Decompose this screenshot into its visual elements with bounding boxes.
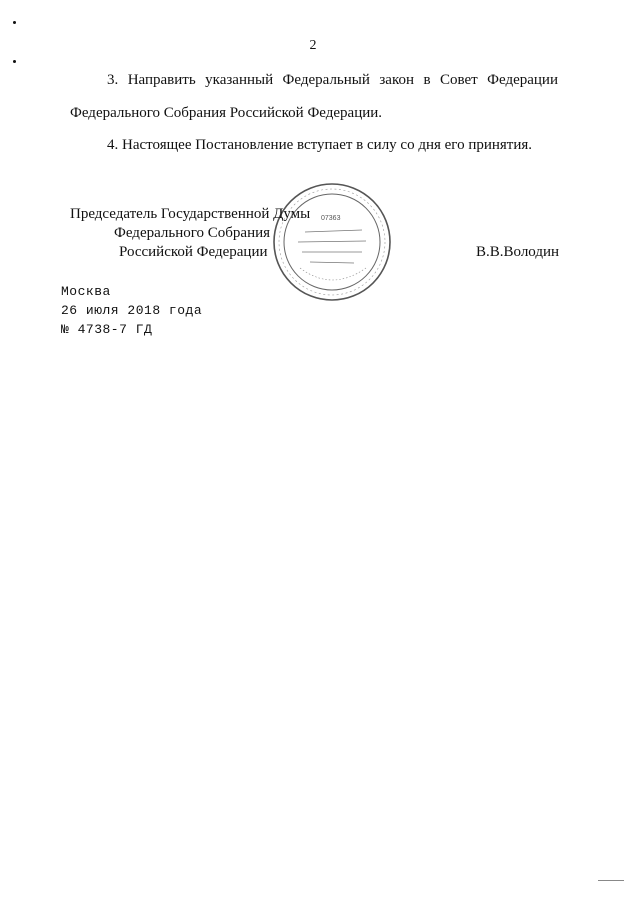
paragraph-item-4: 4. Настоящее Постановление вступает в силу со дня его принятия.: [107, 137, 533, 153]
signature-title-line-2: Федерального Собрания: [114, 225, 271, 241]
paragraph-item-3-continuation: Федерального Собрания Российской Федерации.: [70, 105, 383, 121]
official-seal-stamp: [270, 180, 394, 304]
scan-edge-line: [598, 880, 624, 881]
scan-mark: [13, 60, 16, 63]
footer-document-number: № 4738-7 ГД: [61, 322, 153, 337]
scan-mark: [13, 21, 16, 24]
signature-title-line-1: Председатель Государственной Думы: [70, 206, 311, 222]
footer-date: 26 июля 2018 года: [61, 303, 203, 318]
paragraph-item-3: 3. Направить указанный Федеральный закон в Совет Федерации: [107, 72, 558, 88]
page-number: 2: [309, 38, 317, 53]
seal-number: 07363: [321, 215, 341, 222]
footer-city: Москва: [61, 284, 111, 299]
signature-title-line-3: Российской Федерации: [119, 244, 268, 260]
signer-name: В.В.Володин: [476, 244, 560, 260]
